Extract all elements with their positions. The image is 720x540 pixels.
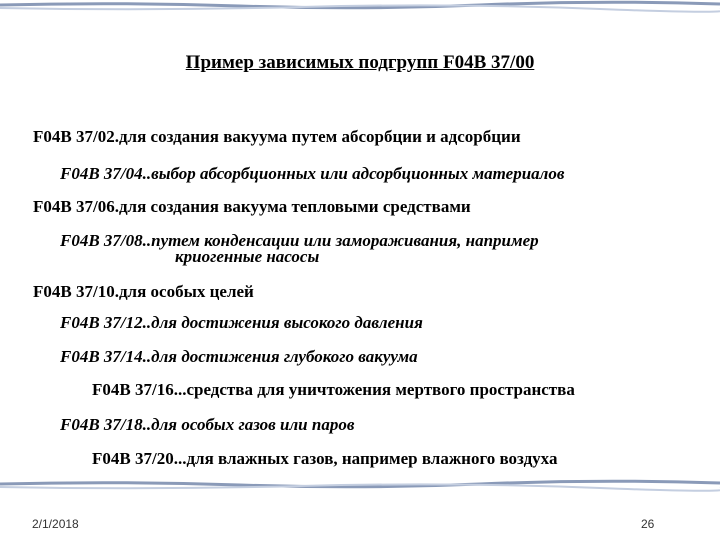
footer-page-number: 26	[641, 517, 655, 531]
entry-f04b-37-08: F04B 37/08..путем конденсации или замораживания, например	[60, 231, 539, 250]
entry-f04b-37-04: F04B 37/04..выбор абсорбционных или адсорбционных материалов	[60, 164, 565, 183]
footer-date: 2/1/2018	[32, 517, 79, 531]
slide-title: Пример зависимых подгрупп F04B 37/00	[185, 52, 535, 73]
entry-f04b-37-14: F04B 37/14..для достижения глубокого вакуума	[60, 347, 418, 366]
entry-f04b-37-20: F04B 37/20...для влажных газов, например влажного воздуха	[92, 449, 558, 468]
top-rule	[0, 0, 720, 14]
entry-f04b-37-08-continuation: криогенные насосы	[175, 247, 320, 266]
bottom-rule	[0, 478, 720, 492]
entry-f04b-37-10: F04B 37/10.для особых целей	[33, 282, 254, 301]
entry-f04b-37-16: F04B 37/16...средства для уничтожения мертвого пространства	[92, 380, 575, 399]
entry-f04b-37-06: F04B 37/06.для создания вакуума тепловыми средствами	[33, 197, 471, 216]
entry-f04b-37-12: F04B 37/12..для достижения высокого давления	[60, 313, 423, 332]
entry-f04b-37-18: F04B 37/18..для особых газов или паров	[60, 415, 355, 434]
entry-f04b-37-02: F04B 37/02.для создания вакуума путем абсорбции и адсорбции	[33, 127, 521, 146]
